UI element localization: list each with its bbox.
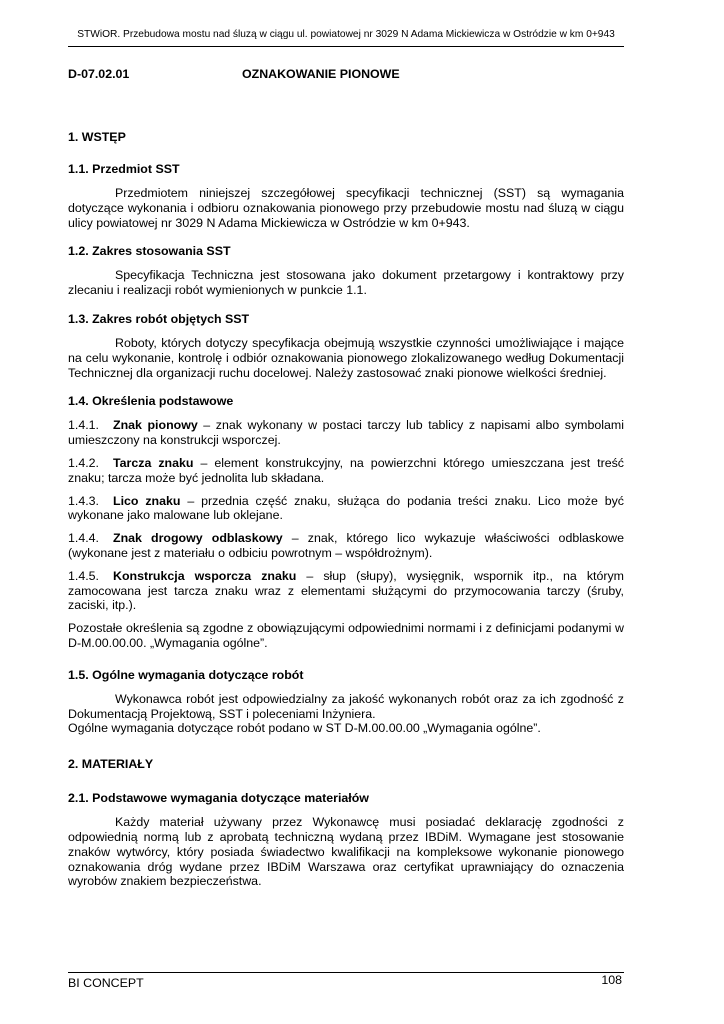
page-content xyxy=(68,67,624,889)
definition-1-4-5: 1.4.5. Konstrukcja wsporcza znaku – słup (słupy), wysięgnik, wspornik itp., na którym zamocowana jest tarcza znaku wraz z elementami służącymi do przymocowania tarczy (śruby, zaciski, itp.). xyxy=(68,568,624,613)
spec-code: D-07.02.01 xyxy=(68,67,130,81)
definition-1-4-2: 1.4.2. Tarcza znaku – element konstrukcyjny, na powierzchni którego umieszczana jest treść znaku; tarcza może być jednolita lub składana. xyxy=(68,455,625,485)
footer-rule xyxy=(68,972,624,973)
section-1-5-heading: 1.5. Ogólne wymagania dotyczące robót xyxy=(68,667,304,682)
section-1-heading: 1. WSTĘP xyxy=(68,130,126,144)
section-1-1-heading: 1.1. Przedmiot SST xyxy=(68,162,180,176)
document-title-line xyxy=(68,67,624,82)
section-2-1-heading: 2.1. Podstawowe wymagania dotyczące materiałów xyxy=(68,791,369,806)
definition-1-4-1: 1.4.1. Znak pionowy – znak wykonany w postaci tarczy lub tablicy z napisami albo symbolami umieszczony na konstrukcji wsporczej. xyxy=(68,418,624,448)
section-1-5-text-1: Wykonawca robót jest odpowiedzialny za jakość wykonanych robót oraz za ich zgodność z Dokumentacją Projektową, SST i poleceniami Inżyniera. xyxy=(68,691,624,721)
section-1-2-text: Specyfikacja Techniczna jest stosowana jako dokument przetargowy i kontraktowy przy zlecaniu i realizacji robót wymienionych w punkcie 1.1. xyxy=(68,268,624,298)
section-1-4-heading: 1.4. Określenia podstawowe xyxy=(68,394,234,409)
section-1-4-other-text: Pozostałe określenia są zgodne z obowiązującymi odpowiednimi normami i z definicjami podanymi w D-M.00.00.00. „Wymagania ogólne”. xyxy=(68,621,624,650)
page-number: 108 xyxy=(601,973,622,987)
definition-1-4-3: 1.4.3. Lico znaku – przednia część znaku, służąca do podania treści znaku. Lico może być wykonane jako malowane lub oklejane. xyxy=(68,493,625,523)
section-2-1-text: Każdy materiał używany przez Wykonawcę musi posiadać deklarację zgodności z odpowiednią normą lub z aprobatą techniczną wydaną przez IBDiM. Wymagane jest stosowanie znaków wytwórcy, który posiada świadectwo kwalifikacji na kompleksowe wykonanie pionowego oznakowania dróg wydane przez IBDiM Warszawa oraz certyfikat uprawniający do oznaczenia wyrobów znakiem bezpieczeństwa. xyxy=(68,815,624,889)
section-1-1-text: Przedmiotem niniejszej szczegółowej specyfikacji technicznej (SST) są wymagania dotyczące wykonania i odbioru oznakowania pionowego przy przebudowie mostu nad śluzą w ciągu ulicy powiatowej nr 3029 N Adama Mickiewicza w Ostródzie w km 0+943. xyxy=(68,186,624,230)
section-1-3-heading: 1.3. Zakres robót objętych SST xyxy=(68,311,250,326)
section-1-5-text-2: Ogólne wymagania dotyczące robót podano w ST D-M.00.00.00 „Wymagania ogólne”. xyxy=(68,721,541,736)
header-rule xyxy=(68,46,624,47)
spec-title: OZNAKOWANIE PIONOWE xyxy=(242,67,400,81)
section-2-heading: 2. MATERIAŁY xyxy=(68,757,154,772)
running-header: STWiOR. Przebudowa mostu nad śluzą w ciągu ul. powiatowej nr 3029 N Adama Mickiewicza w Ostródzie w km 0+943 xyxy=(77,29,615,40)
section-1-3-text: Roboty, których dotyczy specyfikacja obejmują wszystkie czynności umożliwiające i mające na celu wykonanie, kontrolę i odbiór oznakowania pionowego zlokalizowanego według Dokumentacji Technicznej dla organizacji ruchu docelowej. Należy zastosować znaki pionowe wielkości średniej. xyxy=(68,335,624,380)
section-1-2-heading: 1.2. Zakres stosowania SST xyxy=(68,244,231,259)
definition-1-4-4: 1.4.4. Znak drogowy odblaskowy – znak, którego lico wykazuje właściwości odblaskowe (wykonane jest z materiału o odbiciu powrotnym – współdrożnym). xyxy=(68,531,624,560)
footer-company: BI CONCEPT xyxy=(68,976,144,990)
